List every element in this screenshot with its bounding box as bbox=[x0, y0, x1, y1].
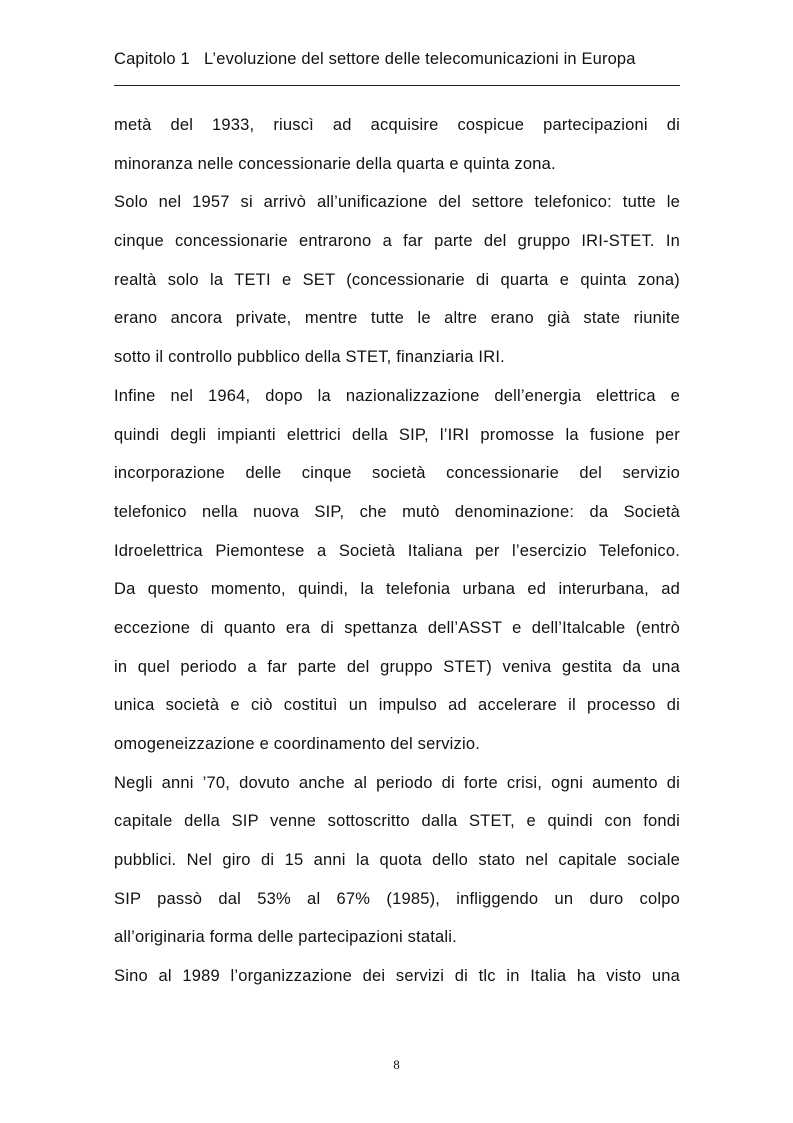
text-line: unica società e ciò costituì un impulso ad accelerare il processo di bbox=[114, 696, 680, 715]
text-line: erano ancora private, mentre tutte le altre erano già state riunite bbox=[114, 309, 680, 328]
paragraph bbox=[114, 110, 680, 187]
body-text bbox=[114, 110, 680, 1000]
paragraph bbox=[114, 768, 680, 961]
page-number: 8 bbox=[393, 1057, 400, 1072]
text-line: metà del 1933, riuscì ad acquisire cospicue partecipazioni di bbox=[114, 116, 680, 134]
text-line: Solo nel 1957 si arrivò all’unificazione del settore telefonico: tutte le bbox=[114, 193, 680, 212]
running-header bbox=[114, 50, 680, 69]
paragraph bbox=[114, 187, 680, 380]
paragraph bbox=[114, 961, 680, 1000]
text-line: minoranza nelle concessionarie della quarta e quinta zona. bbox=[114, 154, 556, 173]
chapter-label: Capitolo 1 bbox=[114, 50, 190, 68]
text-line: cinque concessionarie entrarono a far parte del gruppo IRI-STET. In bbox=[114, 232, 680, 251]
text-line: telefonico nella nuova SIP, che mutò denominazione: da Società bbox=[114, 502, 680, 521]
text-line: Sino al 1989 l’organizzazione dei servizi di tlc in Italia ha visto una bbox=[114, 967, 680, 986]
text-line: omogeneizzazione e coordinamento del servizio. bbox=[114, 735, 480, 753]
chapter-title: L’evoluzione del settore delle telecomunicazioni in Europa bbox=[204, 50, 636, 68]
text-line: quindi degli impianti elettrici della SIP, l’IRI promosse la fusione per bbox=[114, 425, 680, 444]
text-line: all’originaria forma delle partecipazioni statali. bbox=[114, 928, 457, 947]
text-line: capitale della SIP venne sottoscritto dalla STET, e quindi con fondi bbox=[114, 812, 680, 831]
text-line: Da questo momento, quindi, la telefonia urbana ed interurbana, ad bbox=[114, 580, 680, 599]
text-line: pubblici. Nel giro di 15 anni la quota dello stato nel capitale sociale bbox=[114, 851, 680, 870]
text-line: in quel periodo a far parte del gruppo STET) veniva gestita da una bbox=[114, 657, 680, 676]
text-line: Negli anni ’70, dovuto anche al periodo di forte crisi, ogni aumento di bbox=[114, 773, 680, 792]
text-line: realtà solo la TETI e SET (concessionarie di quarta e quinta zona) bbox=[114, 270, 680, 289]
text-line: sotto il controllo pubblico della STET, finanziaria IRI. bbox=[114, 348, 505, 367]
text-line: Idroelettrica Piemontese a Società Italiana per l’esercizio Telefonico. bbox=[114, 541, 680, 560]
header-rule bbox=[114, 85, 680, 86]
paragraph bbox=[114, 381, 680, 768]
text-line: eccezione di quanto era di spettanza dell’ASST e dell’Italcable (entrò bbox=[114, 618, 680, 637]
text-line: incorporazione delle cinque società concessionarie del servizio bbox=[114, 464, 680, 483]
text-line: Infine nel 1964, dopo la nazionalizzazione dell’energia elettrica e bbox=[114, 386, 680, 405]
text-line: SIP passò dal 53% al 67% (1985), infliggendo un duro colpo bbox=[114, 889, 680, 908]
